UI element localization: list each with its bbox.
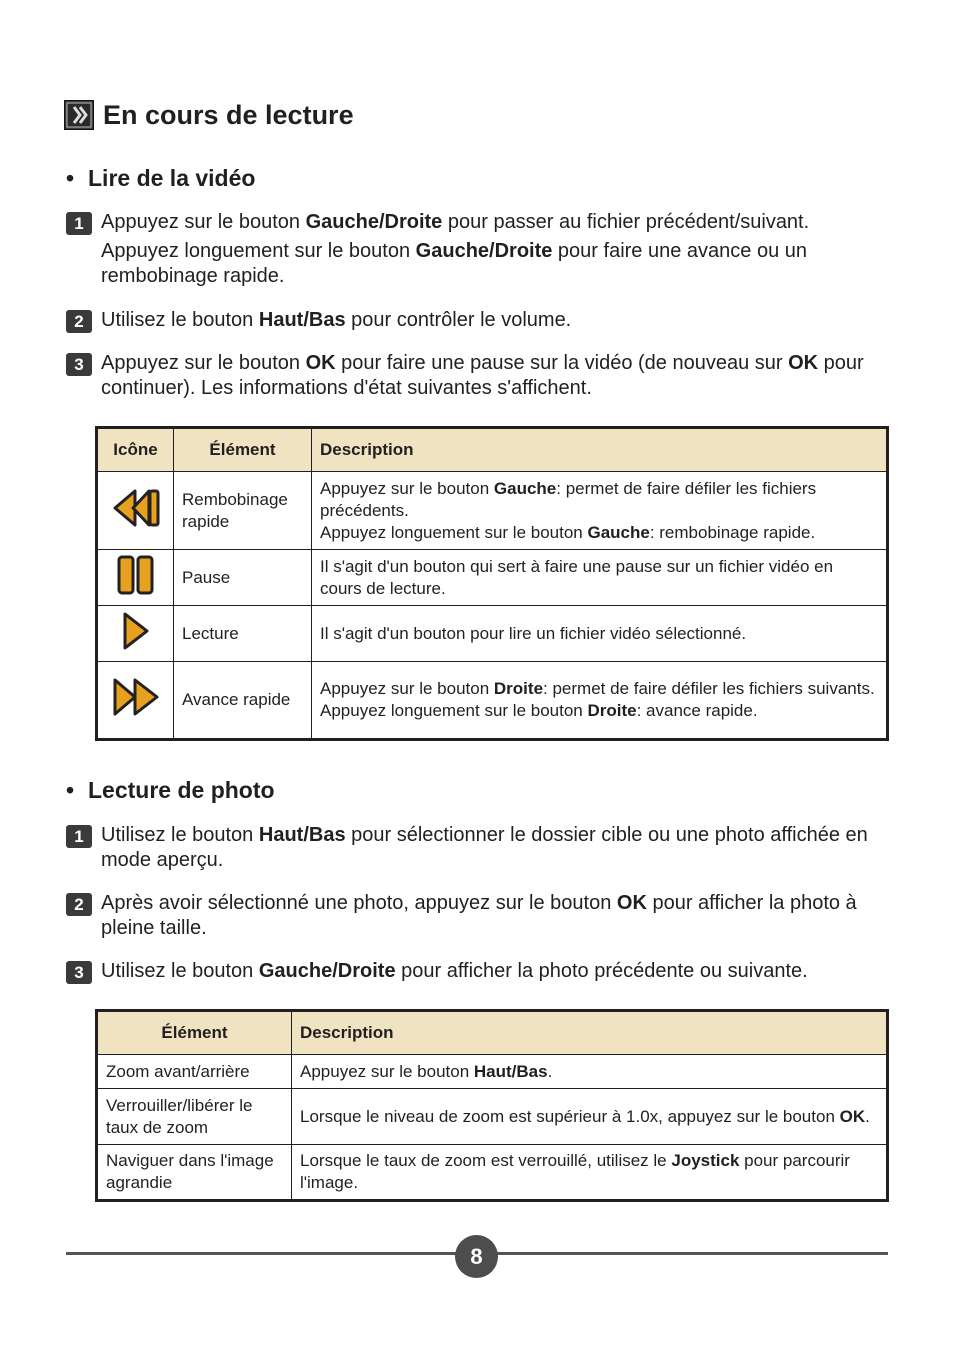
photo-bullet: • Lecture de photo [66,777,275,803]
fast-forward-icon [97,662,174,740]
button-name: Haut/Bas [258,309,346,331]
text-segment: Après avoir sélectionné une photo, appuyez sur le bouton [101,892,617,914]
text-segment: Appuyez sur le bouton [320,478,494,498]
video-bullet: • Lire de la vidéo [66,165,256,191]
table-row [97,1055,888,1089]
text-segment: pour faire une pause sur la vidéo (de nouveau sur [335,352,789,374]
text-segment: Appuyez longuement sur le bouton [320,522,588,542]
text-segment: pour continuer). Les informations d'état suivantes s'affichent. [101,352,864,399]
text-segment: Utilisez le bouton [101,960,259,982]
section-heading [64,100,354,130]
play-icon [97,606,174,662]
text-segment: . [547,1061,553,1081]
step-text [101,891,891,941]
table-row [97,550,888,606]
element-name: Zoom avant/arrière [97,1055,292,1089]
button-name: Haut/Bas [473,1061,548,1081]
button-name: Gauche [587,522,650,542]
description [312,550,888,606]
step-item [66,891,891,941]
table-row [97,472,888,550]
text-segment: pour parcourir l'image. [300,1151,850,1192]
text-segment: pour passer au fichier précédent/suivant. [442,211,810,233]
video-status-table [95,426,889,741]
table-header: Description [292,1011,888,1055]
button-name: Gauche/Droite [258,960,396,982]
element-name: Naviguer dans l'image agrandie [97,1145,292,1201]
step-text [101,308,891,333]
description [312,662,888,740]
element-name: Pause [174,550,312,606]
button-name: Droite [587,701,637,720]
text-segment: Appuyez sur le bouton [300,1061,474,1081]
rewind-icon [97,472,174,550]
text-segment: : permet de faire défiler les fichiers suivants. [543,679,875,698]
pause-icon [97,550,174,606]
table-row [97,1089,888,1145]
text-segment: pour sélectionner le dossier cible ou une photo affichée en mode aperçu. [101,824,868,871]
step-item [66,308,891,333]
button-name: OK [839,1106,866,1126]
text-segment: pour faire une avance ou un rembobinage rapide. [101,240,808,287]
table-header: Description [312,428,888,472]
step-item [66,959,891,984]
step-number-badge: 2 [66,310,92,333]
button-name: OK [616,892,647,914]
table-header: Élément [174,428,312,472]
step-text [101,959,891,984]
text-segment: Lorsque le taux de zoom est verrouillé, utilisez le [300,1151,672,1170]
step-number-badge: 1 [66,825,92,848]
text-segment: pour afficher la photo à pleine taille. [101,892,857,939]
text-segment: Appuyez longuement sur le bouton [101,240,416,262]
step-item [66,823,891,873]
text-segment: Utilisez le bouton [101,824,259,846]
text-segment: pour contrôler le volume. [345,309,572,331]
table-header: Élément [97,1011,292,1055]
step-item [66,210,891,289]
element-name: Avance rapide [174,662,312,740]
button-name: OK [305,352,336,374]
chevron-right-icon [64,100,94,130]
photo-bullet-label: Lecture de photo [88,777,275,803]
step-number-badge: 3 [66,961,92,984]
text-segment: Lorsque le niveau de zoom est supérieur à 1.0x, appuyez sur le bouton [300,1106,840,1126]
button-name: Gauche/Droite [415,240,553,262]
description [312,606,888,662]
button-name: Gauche [493,478,557,498]
text-segment: Il s'agit d'un bouton qui sert à faire une pause sur un fichier vidéo en cours de lecture. [320,556,834,598]
step-text [101,823,891,873]
description [292,1089,888,1145]
table-header: Icône [97,428,174,472]
description [312,472,888,550]
description [292,1055,888,1089]
text-segment: : rembobinage rapide. [649,522,816,542]
text-segment: . [865,1106,870,1126]
element-name: Rembobinage rapide [174,472,312,550]
step-number-badge: 1 [66,212,92,235]
video-bullet-label: Lire de la vidéo [88,165,256,191]
text-segment: Appuyez sur le bouton [320,679,494,698]
button-name: Droite [493,679,544,698]
page-title: En cours de lecture [103,100,354,130]
photo-zoom-table [95,1009,889,1202]
element-name: Lecture [174,606,312,662]
description [292,1145,888,1201]
text-segment: pour afficher la photo précédente ou suivante. [395,960,808,982]
text-segment: : permet de faire défiler les fichiers précédents. [320,478,817,520]
step-text [101,210,891,289]
button-name: Joystick [671,1151,740,1170]
page-number: 8 [455,1235,498,1278]
text-segment: Appuyez longuement sur le bouton [320,701,588,720]
text-segment: Utilisez le bouton [101,309,259,331]
step-text [101,351,891,401]
text-segment: Appuyez sur le bouton [101,211,306,233]
step-text-line2 [101,239,891,289]
button-name: Gauche/Droite [305,211,443,233]
button-name: OK [788,352,819,374]
step-number-badge: 3 [66,353,92,376]
step-item [66,351,891,401]
text-segment: : avance rapide. [636,701,758,720]
element-name: Verrouiller/libérer le taux de zoom [97,1089,292,1145]
table-row [97,662,888,740]
table-row [97,606,888,662]
text-segment: Il s'agit d'un bouton pour lire un fichier vidéo sélectionné. [320,623,747,643]
text-segment: Appuyez sur le bouton [101,352,306,374]
table-row [97,1145,888,1201]
button-name: Haut/Bas [258,824,346,846]
step-number-badge: 2 [66,893,92,916]
